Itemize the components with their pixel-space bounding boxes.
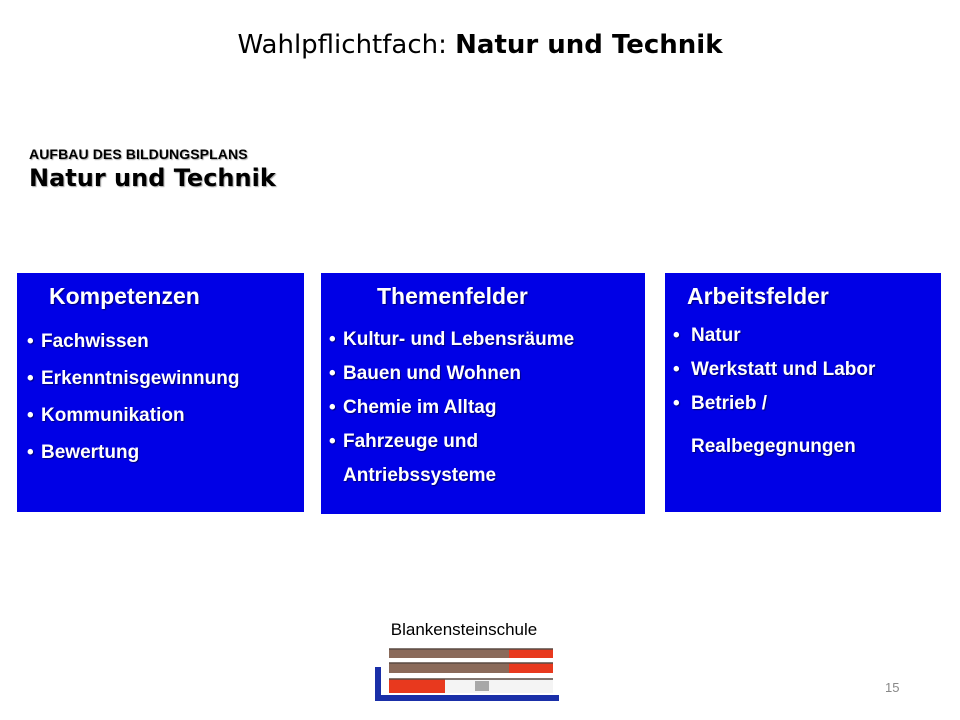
box-heading: Kompetenzen xyxy=(49,283,200,309)
logo-book-middle-accent xyxy=(509,663,553,673)
logo-book-top-spine xyxy=(389,649,509,658)
bullet-icon: • xyxy=(329,329,336,350)
list-item-label: Antriebssysteme xyxy=(343,465,497,486)
box-arbeitsfelder xyxy=(665,273,941,512)
bullet-icon: • xyxy=(329,363,336,384)
bullet-icon: • xyxy=(27,331,34,352)
slide-title-prefix: Wahlpflichtfach: xyxy=(237,30,456,60)
section-kicker: AUFBAU DES BILDUNGSPLANS xyxy=(29,146,248,162)
section-heading xyxy=(29,146,276,192)
bullet-icon: • xyxy=(673,359,680,380)
bullet-icon: • xyxy=(329,397,336,418)
box-list xyxy=(329,329,574,499)
bullet-icon: • xyxy=(673,325,680,346)
bullet-icon: • xyxy=(27,368,34,389)
list-item-label: Erkenntnisgewinnung xyxy=(41,368,240,389)
school-books-logo-icon xyxy=(375,645,559,703)
list-item xyxy=(27,368,239,405)
list-item-label: Kultur- und Lebensräume xyxy=(343,329,575,350)
box-list xyxy=(673,325,875,467)
list-item-label: Bewertung xyxy=(41,442,140,463)
logo-book-lower-tag xyxy=(475,681,489,691)
list-item xyxy=(673,359,875,393)
box-themenfelder xyxy=(321,273,645,514)
list-item-label: Betrieb / xyxy=(691,393,768,414)
bullet-icon: • xyxy=(329,431,336,452)
logo-book-lower-left xyxy=(389,679,445,693)
section-subject: Natur und Technik xyxy=(29,164,276,192)
box-list xyxy=(27,331,239,479)
logo-book-top-accent xyxy=(509,649,553,658)
list-item-label: Chemie im Alltag xyxy=(343,397,497,418)
bullet-icon: • xyxy=(27,442,34,463)
list-item xyxy=(329,329,574,363)
list-item-label: Kommunikation xyxy=(41,405,185,426)
list-item xyxy=(27,405,239,442)
slide-title-subject: Natur und Technik xyxy=(455,30,723,60)
slide-title xyxy=(0,30,960,60)
list-item xyxy=(673,325,875,359)
list-item-label: Bauen und Wohnen xyxy=(343,363,522,384)
list-item xyxy=(27,442,239,479)
list-item-continuation xyxy=(673,427,875,467)
list-item-label: Werkstatt und Labor xyxy=(691,359,876,380)
list-item xyxy=(329,397,574,431)
box-heading: Themenfelder xyxy=(377,283,528,309)
box-kompetenzen xyxy=(17,273,304,512)
list-item-label: Realbegegnungen xyxy=(691,436,856,457)
list-item xyxy=(673,393,875,427)
logo-book-lower-middle xyxy=(445,679,553,693)
page-number: 15 xyxy=(885,680,900,695)
bullet-icon: • xyxy=(27,405,34,426)
list-item xyxy=(329,363,574,397)
list-item-label: Fachwissen xyxy=(41,331,149,352)
box-heading: Arbeitsfelder xyxy=(687,283,829,309)
logo-book-middle-spine xyxy=(389,663,509,673)
list-item xyxy=(329,431,574,465)
logo-base-bar xyxy=(375,695,559,701)
list-item-label: Fahrzeuge und xyxy=(343,431,479,452)
list-item-continuation xyxy=(329,465,574,499)
list-item xyxy=(27,331,239,368)
logo-side-bar xyxy=(375,667,381,701)
list-item-label: Natur xyxy=(691,325,741,346)
bullet-icon: • xyxy=(673,393,680,414)
school-name: Blankensteinschule xyxy=(390,620,538,639)
